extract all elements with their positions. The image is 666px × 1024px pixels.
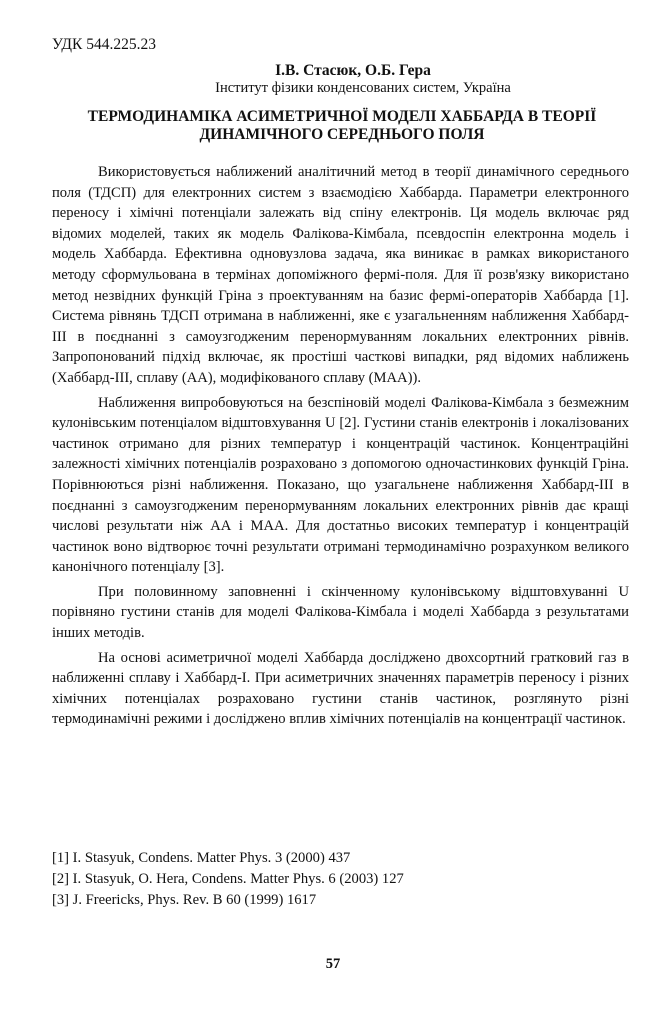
paragraph: Використовується наближений аналітичний метод в теорії динамічного середнього поля (ТДСП) для електронних систем з взаємодією Хаббарда. Параметри електронного переносу і хімічні потенціали залежать від спіну електронів. Ця модель включає ряд відомих моделей, таких як модель Фалікова-Кімбала, псевдоспін електронна модель і модель Хаббарда. Ефективна одновузлова задача, яка виникає в рамках використаного методу сформульована в термінах допоміжного фермі-поля. Для її розв'язку використано метод незвідних функцій Гріна з проектуванням на базис фермі-операторів Хаббарда [1]. Система рівнянь ТДСП отримана в наближенні, яке є узагальненням наближення Хаббард-III в поєднанні з самоузгодженим перенормуванням локальних електронних рівнів. Запропонований підхід включає, як простіші часткові випадки, ряд відомих наближень (Хаббард-III, сплаву (АА), модифікованого сплаву (МАА)). [52, 164, 629, 386]
reference-item: [1] I. Stasyuk, Condens. Matter Phys. 3 (2000) 437 [52, 850, 351, 866]
paragraph: На основі асиметричної моделі Хаббарда досліджено двохсортний гратковий газ в наближенні сплаву і Хаббард-I. При асиметричних значеннях параметрів переносу і різних хімічних потенціалах розраховано густини станів частинок, розглянуто різні термодинамічні режими і досліджено вплив хімічних потенціалів на концентрації частинок. [52, 649, 629, 728]
udc-code: УДК 544.225.23 [52, 36, 156, 53]
abstract-body [52, 162, 629, 734]
reference-item: [3] J. Freericks, Phys. Rev. B 60 (1999) 1617 [52, 892, 317, 908]
reference-item: [2] I. Stasyuk, O. Hera, Condens. Matter Phys. 6 (2003) 127 [52, 871, 404, 887]
page-number: 57 [325, 956, 341, 972]
affiliation: Інститут фізики конденсованих систем, Україна [215, 80, 511, 96]
paragraph: При половинному заповненні і скінченному кулонівському відштовхуванні U порівняно густини станів для моделі Фалікова-Кімбала і моделі Хаббарда з результатами інших методів. [52, 583, 629, 642]
paragraph: Наближення випробовуються на безспіновій моделі Фалікова-Кімбала з безмежним кулонівським потенціалом відштовхування U [2]. Густини станів електронів і локалізованих частинок отримано для різних температур і концентрацій частинок. Концентраційні залежності хімічних потенціалів розраховано з допомогою одночастинкових функцій Гріна. Порівнюються різні наближення. Показано, що узагальнене наближення Хаббард-III в поєднанні з самоузгодженим перенормуванням локальних електронних рівнів дає кращі числові результати ніж АА і МАА. Для достатньо високих температур і концентрацій частинок воно відтворює точні результати отримані термодинамічно розрахунком великого канонічного потенціалу [3]. [52, 394, 629, 576]
paper-title: ТЕРМОДИНАМІКА АСИМЕТРИЧНОЇ МОДЕЛІ ХАББАРДА В ТЕОРІЇ ДИНАМІЧНОГО СЕРЕДНЬОГО ПОЛЯ [87, 108, 597, 143]
references-list [52, 848, 404, 911]
authors: І.В. Стасюк, О.Б. Гера [275, 62, 431, 79]
